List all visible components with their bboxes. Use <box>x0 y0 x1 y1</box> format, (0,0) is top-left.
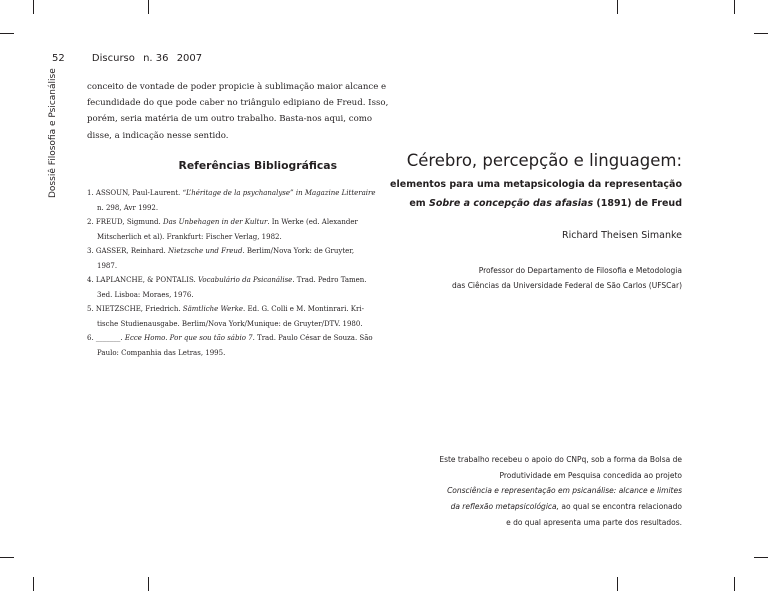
issue-number: n. 36 <box>143 53 169 64</box>
reference-continuation: tische Studienausgabe. Berlim/Nova York/Munique: de Gruyter/DTV. 1980. <box>97 319 363 328</box>
crop-mark <box>617 577 618 591</box>
crop-mark <box>734 577 735 591</box>
body-paragraph <box>87 79 389 144</box>
body-line: conceito de vontade de poder propicie à sublimação maior alcance e <box>87 82 387 92</box>
crop-mark <box>0 557 14 558</box>
reference-continuation: Mitscherlich et al). Frankfurt: Fischer Verlag, 1982. <box>97 232 282 241</box>
crop-mark <box>617 0 618 14</box>
reference-continuation: 1987. <box>97 261 118 270</box>
reference-item: 1. ASSOUN, Paul-Laurent. “L’héritage de la psychanalyse” in Magazine Litteraire <box>87 189 376 197</box>
journal-name: Discurso <box>91 53 135 64</box>
article-title: Cérebro, percepção e linguagem: <box>406 151 682 170</box>
reference-item: 4. LAPLANCHE, & PONTALIS. Vocabulário da Psicanálise. Trad. Pedro Tamen. <box>87 276 367 284</box>
section-side-title: Dossiê Filosofia e Psicanálise <box>48 68 58 198</box>
acknowledgment-note: Este trabalho recebeu o apoio do CNPq, sob a forma da Bolsa de Produtividade em Pesquisa concedida ao projeto Consciência e representação em psicanálise: alcance e limites da reflexão metapsicológica, ao qual se encontra relacionado e do qual apresenta uma parte dos resultados. <box>439 455 682 527</box>
crop-mark <box>734 0 735 14</box>
author-name: Richard Theisen Simanke <box>561 230 682 241</box>
body-line: porém, seria matéria de um outro trabalho. Basta-nos aqui, como <box>87 114 373 125</box>
reference-item: 2. FREUD, Sigmund. Das Unbehagen in der Kultur. In Werke (ed. Alexander <box>87 218 358 226</box>
reference-item: 3. GASSER, Reinhard. Nietzsche und Freud. Berlim/Nova York: de Gruyter, <box>87 247 355 255</box>
body-line: disse, a indicação nesse sentido. <box>87 130 229 141</box>
crop-mark <box>33 0 34 14</box>
issue-year: 2007 <box>176 53 203 64</box>
reference-item: 5. NIETZSCHE, Friedrich. Sämtliche Werke. Ed. G. Colli e M. Montinrari. Kri- <box>87 305 364 313</box>
reference-continuation: Paulo: Companhia das Letras, 1995. <box>97 348 226 357</box>
author-affiliation: Professor do Departamento de Filosofia e Metodologia das Ciências da Universidade Federal de São Carlos (UFSCar) <box>452 266 682 290</box>
crop-mark <box>148 577 149 591</box>
references-list <box>87 186 376 360</box>
body-line: fecundidade do que pode caber no triângulo edipiano de Freud. Isso, <box>87 98 389 109</box>
page-number: 52 <box>52 53 65 64</box>
reference-item: 6. _______. Ecce Homo. Por que sou tão sábio 7. Trad. Paulo César de Souza. São <box>87 334 373 342</box>
crop-mark <box>754 33 768 34</box>
article-subtitle: elementos para uma metapsicologia da representação em Sobre a concepção das afasias (1891) de Freud <box>390 179 682 209</box>
reference-continuation: n. 298, Avr 1992. <box>97 203 159 212</box>
crop-mark <box>33 577 34 591</box>
crop-mark <box>148 0 149 14</box>
reference-continuation: 3ed. Lisboa: Moraes, 1976. <box>97 290 194 299</box>
running-header <box>52 53 202 64</box>
crop-mark <box>754 557 768 558</box>
references-heading: Referências Bibliográficas <box>178 159 337 172</box>
crop-mark <box>0 33 14 34</box>
